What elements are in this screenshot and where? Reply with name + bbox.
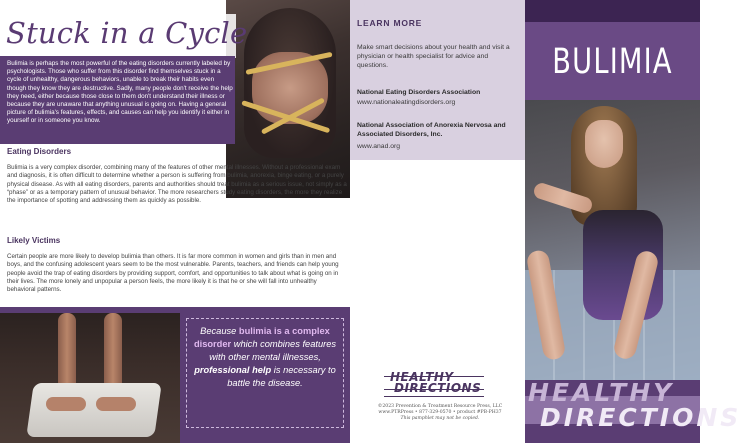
bathroom-scale bbox=[26, 383, 162, 437]
learn-more-heading: LEARN MORE bbox=[357, 18, 423, 28]
copyright-notice: This pamphlet may not be copied. bbox=[400, 416, 480, 421]
logo-stripe bbox=[384, 396, 484, 397]
brand-word-directions: DIRECTIONS bbox=[540, 403, 741, 432]
logo-word-directions: DIRECTIONS bbox=[394, 381, 482, 395]
quote-part-2: which combines features with other mental illnesses, bbox=[209, 339, 337, 362]
cover-title: BULIMIA bbox=[552, 42, 673, 82]
girl-sitting-photo bbox=[525, 100, 700, 380]
heading-eating-disorders: Eating Disorders bbox=[7, 147, 72, 156]
cover-top-band bbox=[525, 0, 700, 22]
org-url-anad[interactable]: www.anad.org bbox=[357, 143, 401, 150]
divider-bar-bottom bbox=[180, 433, 350, 443]
quote-part-1: Because bbox=[200, 326, 239, 336]
quote-part-3: is necessary to battle the disease. bbox=[227, 365, 336, 388]
photo-girl-face bbox=[585, 120, 623, 168]
org-name-neda: National Eating Disorders Association bbox=[357, 89, 481, 96]
org-url-neda[interactable]: www.nationaleatingdisorders.org bbox=[357, 99, 456, 106]
paragraph-eating-disorders: Bulimia is a very complex disorder, combining many of the features of other mental illnesses. Without a professional exam and diagnosis, it is often difficult to determine whether a person is suffering from bulimia, anorexia, binge eating, or a purely physical disease. As with all eating disorders, parents and authorities should treat bulimia as a serious issue, not simply as a “phase” or as a temporary pattern of unusual behavior. The more researchers study eating disorders, the more they realize the importance of spotting and addressing them as quickly as possible. bbox=[7, 164, 347, 205]
logo-word-healthy: HEALTHY bbox=[390, 370, 454, 384]
org-name-anad: National Association of Anorexia Nervosa and Associated Disorders, Inc. bbox=[357, 122, 506, 138]
feet-on-scale-photo bbox=[0, 313, 180, 443]
healthy-directions-logo bbox=[384, 372, 492, 400]
copyright-block bbox=[370, 404, 510, 422]
paragraph-likely-victims: Certain people are more likely to develop bulimia than others. It is far more common in women and girls than in men and boys, and the confusing adolescent years seem to be the most vulnerable. Parents, teachers, and friends can help young people avoid the trap of eating disorders by providing support, comfort, and opportunities to talk about what is going on in their lives. The more lonely and unpopular a person feels, the more likely it is that he or she will fall into unhealthy behavioral patterns. bbox=[7, 253, 339, 294]
intro-paragraph: Bulimia is perhaps the most powerful of the eating disorders currently labeled by psychologists. Those who suffer from this disorder find themselves stuck in a cycle of unhealthy, dangerous behaviors, unable to break their habits even though they know they are destructive. Sadly, many people don't receive the help they need, either because those close to them don't understand their illness or because they are unaware that anything unusual is going on. Having a general picture of bulimia's features, effects, and causes can help you identify it either in yourself or in someone you know. bbox=[7, 60, 233, 125]
heading-likely-victims: Likely Victims bbox=[7, 236, 61, 245]
page-title: Stuck in a Cycle bbox=[6, 16, 248, 50]
copyright-contact: www.PTRPress • 877-329-0570 • product #PB-PH37 bbox=[378, 410, 502, 415]
quote-bold: professional help bbox=[194, 365, 272, 375]
photo-foot bbox=[46, 397, 86, 411]
learn-more-intro: Make smart decisions about your health and visit a physician or health specialist for advice and questions. bbox=[357, 44, 510, 69]
quote-highlight: bulimia is a complex disorder bbox=[193, 326, 330, 349]
brand-word-healthy: HEALTHY bbox=[528, 378, 675, 407]
pull-quote bbox=[190, 325, 340, 390]
photo-foot bbox=[96, 397, 136, 411]
copyright-line: ©2023 Prevention & Treatment Resource Press, LLC bbox=[377, 404, 503, 409]
